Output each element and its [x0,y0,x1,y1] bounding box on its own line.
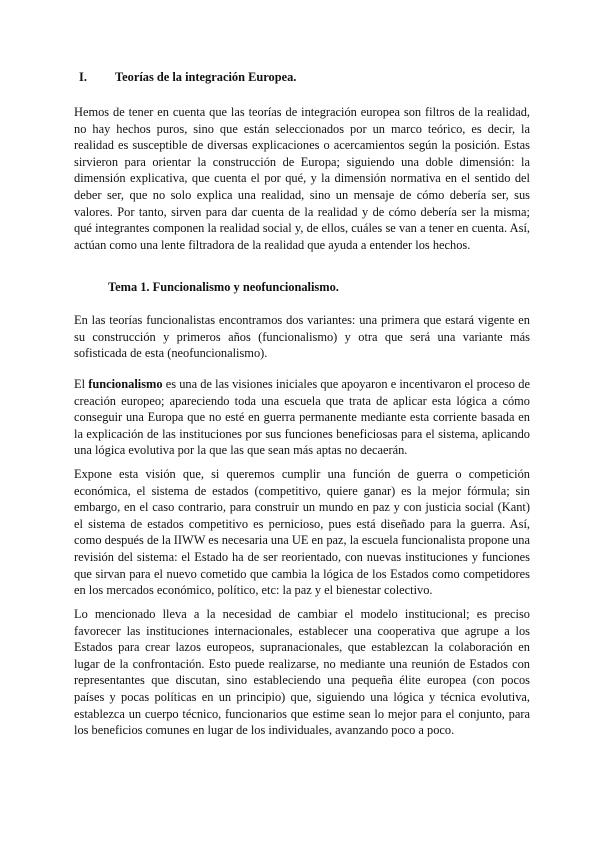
section-number: I. [79,70,87,84]
variants-paragraph: En las teorías funcionalistas encontramos dos variantes: una primera que estará vigente en su construcción y primeros años (funcionalismo) y otra que será una variante más sofisticada de esta (neofuncionalismo). [74,313,530,361]
institutional-paragraph: Lo mencionado lleva a la necesidad de cambiar el modelo institucional; es preciso favorecer las instituciones internacionales, establecer una cooperativa que agrupe a los Estados para crear lazos europeos, supranacionales, que establezcan la colaboración en lugar de la confrontación. Esto puede realizarse, no mediante una reunión de Estados con representantes que discutan, sino estableciendo una pequeña élite europea (con pocos países y pocas políticas en un principio) que, siguiendo una lógica y técnica evolutiva, establezca un cuerpo técnico, funcionarios que estime sean lo mejor para el conjunto, para los beneficios comunes en lugar de los individuales, avanzando poco a poco. [74,607,530,738]
topic-heading: Tema 1. Funcionalismo y neofuncionalismo. [108,280,339,294]
funcionalismo-term: funcionalismo [88,377,163,391]
intro-paragraph: Hemos de tener en cuenta que las teorías de integración europea son filtros de la realidad, no hay hechos puros, sino que están seleccionados por un marco teórico, es decir, la realidad es susceptible de diversas explicaciones o acercamientos según la posición. Estas sirvieron para orientar la construcción de Europa; siguiendo una doble dimensión: la dimensión explicativa, que cuenta el por qué, y la dimensión normativa en el sentido del deber ser, que no solo explica una realidad, sino un mensaje de cómo debería ser, sus valores. Por tanto, sirven para dar cuenta de la realidad y de cómo debería ser la misma; qué integrantes componen la realidad social y, de ellos, cuáles se van a tener en cuenta. Así, actúan como una lente filtradora de la realidad que ayuda a entender los hechos. [74,105,530,252]
funcionalismo-paragraph [74,376,530,459]
paragraph-rest: es una de las visiones iniciales que apoyaron e incentivaron el proceso de creación europeo; apareciendo toda una escuela que trata de aplicar esta lógica a cómo conseguir una Europa que no esté en guerra permanente mediante esta corriente basada en la explicación de las instituciones por sus funciones beneficiosas para el sistema, aplicando una lógica evolutiva por la que las que sean más aptas no decaerán. [74,377,530,458]
section-heading [79,68,296,86]
paragraph-lead: El [74,377,89,391]
vision-paragraph: Expone esta visión que, si queremos cumplir una función de guerra o competición económica, el sistema de estados (competitivo, quiere ganar) es la mejor fórmula; sin embargo, en el caso contrario, para construir un mundo en paz y con justicia social (Kant) el sistema de estados competitivo es pernicioso, pues está diseñado para la guerra. Así, como después de la IIWW es necesaria una UE en paz, la escuela funcionalista propone una revisión del sistema: el Estado ha de ser reorientado, con nuevas instituciones y funciones que sirvan para el nuevo cometido que cambia la lógica de los Estados como competidores en los mercados económico, político, etc: la paz y el bienestar colectivo. [74,467,530,598]
section-title: Teorías de la integración Europea. [115,70,297,84]
